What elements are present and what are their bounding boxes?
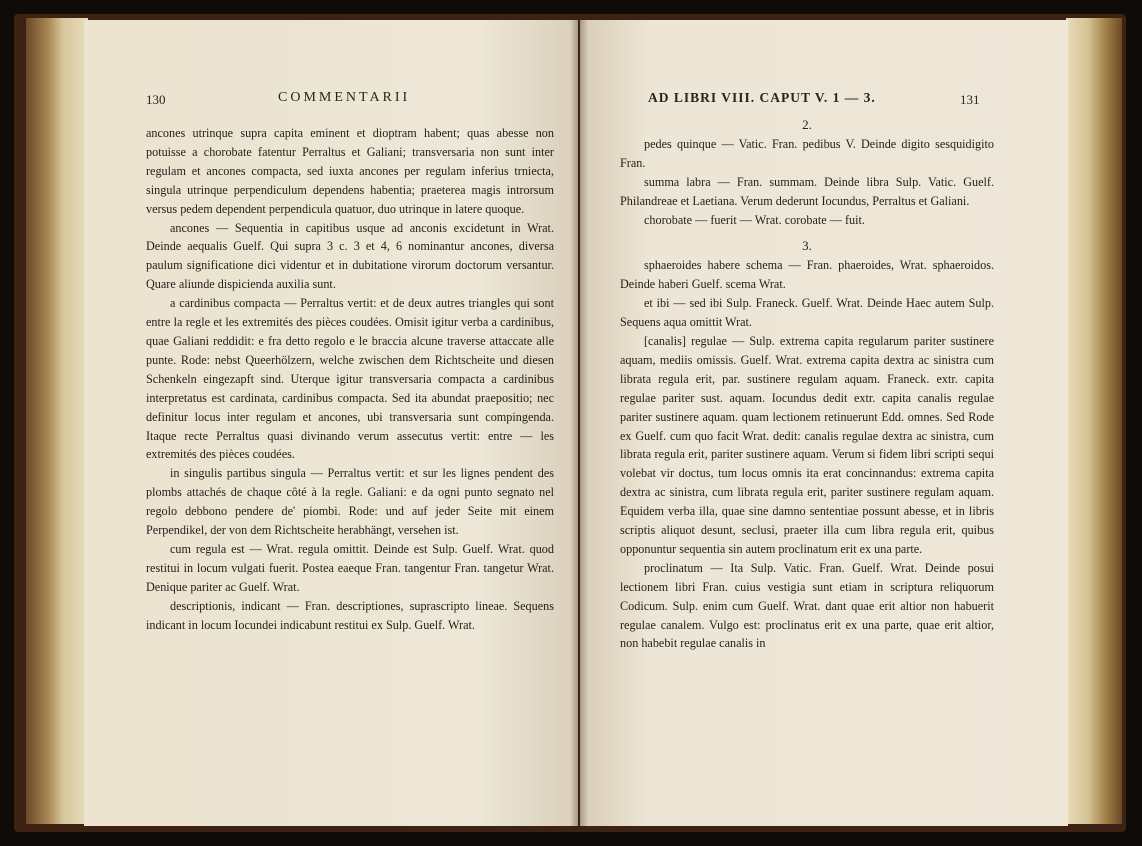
right-paragraph: [canalis] regulae — Sulp. extrema capita regularum pariter sustinere aquam, mediis omissis. Guelf. Wrat. extrema capita dextra ac sinistra cum librata regula erit, par. sustinere regulam aquam. Franeck. extr. capita regulae pariter sust. aquam. Iocundus dedit extr. capita canalis regulae pariter sustinere aquam. quam lectionem retinuerunt Edd. omnes. Sed Rode ex Guelf. cum quo facit Wrat. dedit: canalis regulae dextra ac sinistra, cum librata regula erit, pariter sustinere aquam. Verum si fidem libri scripti sequi volebat vir doctus, tum locus omnis ita erat concinnandus: extrema capita dextra ac sinistra, cum librata regula erit, pariter sustinere regulam aquam. Equidem verba illa, quae sine damno sententiae possunt abesse, et in libris scriptis aliquot desunt, seclusi, praeter illa cum libra regula erit, quibus opponuntur sequentia sin autem proclinatum erit ex una parte. (620, 333, 994, 556)
right-paragraph: chorobate — fuerit — Wrat. corobate — fuit. (644, 212, 865, 227)
left-page (84, 20, 578, 826)
right-paragraph: sphaeroides habere schema — Fran. phaeroides, Wrat. sphaeroidos. Deinde haberi Guelf. scema Wrat. (620, 258, 994, 292)
left-paragraph: descriptionis, indicant — Fran. descriptiones, suprascripto lineae. Sequens indicant in locum Iocundei indicabunt restitui ex Sulp. Guelf. Wrat. (146, 598, 554, 632)
left-paragraph: ancones utrinque supra capita eminent et dioptram habent; quas abesse non potuisse a chorobate fatentur Perraltus et Galiani; transversaria non sunt inter regulam et ancones compacta, sed iuxta ancones per regulam inferius trniecta, singula utrinque perpendiculum dependens habentia; praeterea magis introrsum versus pedem dependent perpendicula quatuor, duo utrinque in latere quoque. (146, 126, 554, 216)
section-heading: 3. (802, 238, 812, 254)
left-running-head: COMMENTARII (278, 90, 411, 105)
right-paragraph: et ibi — sed ibi Sulp. Franeck. Guelf. Wrat. Deinde Haec autem Sulp. Sequens aqua omittit Wrat. (620, 296, 994, 330)
section-heading: 2. (802, 117, 812, 132)
left-paragraph: in singulis partibus singula — Perraltus vertit: et sur les lignes pendent des plombs attachés de chaque côté à la regle. Galiani: e da ogni punto segnato nel regolo debbono pendere de' piombi. Rode: und auf jeder Seite mit einem Perpendikel, der von dem Richtscheite herabhängt, versehen ist. (146, 466, 554, 538)
right-running-head: AD LIBRI VIII. CAPUT V. 1 — 3. (648, 90, 876, 105)
right-page (580, 20, 1068, 826)
book-gutter (570, 20, 588, 826)
left-paragraph: cum regula est — Wrat. regula omittit. Deinde est Sulp. Guelf. Wrat. quod restitui in locum vulgati fuerit. Postea eaeque Fran. tangentur Fran. tangetur Wrat. Denique pariter ac Guelf. Wrat. (146, 541, 554, 594)
left-page-body (146, 124, 554, 634)
right-page-body (620, 116, 994, 653)
left-paragraph: ancones — Sequentia in capitibus usque ad anconis excidetunt in Wrat. Deinde aequalis Guelf. Qui supra 3 c. 3 et 4, 6 nominantur ancones, diversa paulum significatione dici videntur et in dubitatione virorum doctorum versantur. Quare aliunde dispicienda auxilia sunt. (146, 220, 554, 292)
right-paragraph: summa labra — Fran. summam. Deinde libra Sulp. Vatic. Guelf. Philandreae et Laetiana. Verum dederunt Iocundus, Perraltus et Galiani. (620, 174, 994, 208)
right-paragraph: pedes quinque — Vatic. Fran. pedibus V. Deinde digito sesquidigito Fran. (620, 136, 994, 170)
left-page-edges (26, 18, 88, 824)
right-page-edges (1066, 18, 1122, 824)
right-paragraph: proclinatum — Ita Sulp. Vatic. Fran. Guelf. Wrat. Deinde posui lectionem libri Fran. cuius vestigia sunt etiam in scriptura reliquorum Codicum. Sulp. enim cum Guelf. Wrat. dant quae erit altior non habuerit regulae canalem. Vulgo est: proclinatus erit ex una parte, quae erit altior, non habebit regulae canalis in (620, 560, 994, 651)
right-page-number: 131 (960, 92, 980, 107)
left-paragraph: a cardinibus compacta — Perraltus vertit: et de deux autres triangles qui sont entre la regle et les extremités des pièces coudées. Omisit igitur verba a cardinibus, quae Galiani reddidit: e fra detto regolo e le braccia alcune traverse attaccate alle punte. Rode: nebst Queerhölzern, welche zwischen dem Richtscheite und diesen Schenkeln eingezapft sind. Uterque igitur transversaria compacta a cardinibus interpretatus est cardinata, cardinibus compacta. Sed ita abundat praepositio; nec definitur locus inter regulam et ancones, ubi transversaria sunt compingenda. Itaque recte Perraltus quasi divinando verum assecutus vertit: entre — les extremités des pièces coudées. (146, 296, 554, 462)
left-page-number: 130 (146, 92, 166, 107)
